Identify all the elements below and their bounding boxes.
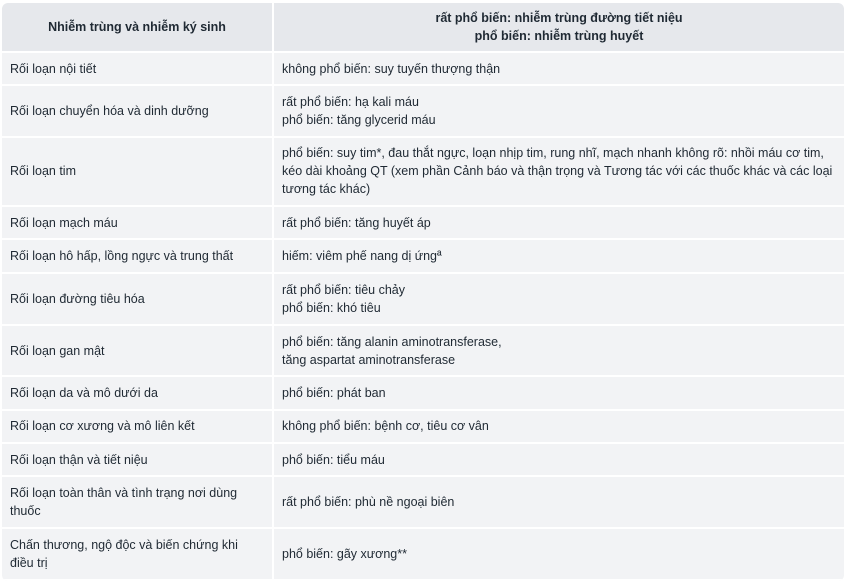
organ-class-cell: Rối loạn gan mật: [2, 326, 274, 377]
header-organ-class: Nhiễm trùng và nhiễm ký sinh: [2, 3, 274, 53]
effects-cell: [274, 477, 844, 528]
organ-class-cell: Rối loạn nội tiết: [2, 53, 274, 86]
organ-class-cell: Rối loạn tim: [2, 138, 274, 208]
effect-text: phổ biến: gãy xương**: [282, 546, 407, 561]
table-body: [2, 53, 844, 581]
table-header-row: [2, 3, 844, 53]
effect-text: rất phổ biến: tăng huyết áp: [282, 215, 431, 230]
effect-text: rất phổ biến: phù nề ngoại biên: [282, 494, 455, 509]
table-row: [2, 377, 844, 410]
organ-class-cell: Rối loạn mạch máu: [2, 207, 274, 240]
effect-text: phổ biến: tiểu máu: [282, 452, 385, 467]
effect-text: không phổ biến: suy tuyến thượng thận: [282, 61, 501, 76]
table-row: [2, 411, 844, 444]
table-row: [2, 444, 844, 477]
effect-text: không phổ biến: bệnh cơ, tiêu cơ vân: [282, 419, 489, 434]
organ-class-cell: Rối loạn cơ xương và mô liên kết: [2, 411, 274, 444]
organ-class-cell: Rối loạn thận và tiết niệu: [2, 444, 274, 477]
adverse-effects-table: [2, 3, 844, 581]
organ-class-cell: Rối loạn chuyển hóa và dinh dưỡng: [2, 86, 274, 137]
effect-text: phổ biến: phát ban: [282, 386, 386, 401]
effects-cell: [274, 86, 844, 137]
effects-cell: [274, 411, 844, 444]
effect-text: phổ biến: suy tim*, đau thắt ngực, loạn nhịp tim, rung nhĩ, mạch nhanh không rõ: nhồi máu cơ tim, kéo dài khoảng QT (xem phần Cảnh báo và thận trọng và Tương tác với các thuốc khác và các loại tương tác khác): [282, 146, 833, 197]
effects-cell: [274, 240, 844, 273]
table-row: [2, 86, 844, 137]
table-row: [2, 240, 844, 273]
table-row: [2, 207, 844, 240]
adverse-effects-table-container: [2, 3, 844, 581]
organ-class-cell: Rối loạn đường tiêu hóa: [2, 274, 274, 326]
effect-text: phổ biến: tăng alanin aminotransferase,: [282, 334, 502, 349]
effect-text: rất phổ biến: hạ kali máu: [282, 94, 419, 109]
table-row: [2, 138, 844, 208]
table-row: [2, 529, 844, 581]
effects-cell: [274, 326, 844, 377]
header-frequency: [274, 3, 844, 53]
table-row: [2, 477, 844, 528]
table-row: [2, 326, 844, 377]
effects-cell: [274, 377, 844, 410]
effects-cell: [274, 207, 844, 240]
effect-text: tăng aspartat aminotransferase: [282, 352, 456, 367]
effects-cell: [274, 529, 844, 581]
effect-text: phổ biến: khó tiêu: [282, 300, 381, 315]
effect-text: phổ biến: tăng glycerid máu: [282, 112, 436, 127]
table-row: [2, 53, 844, 86]
organ-class-cell: Rối loạn hô hấp, lồng ngực và trung thất: [2, 240, 274, 273]
header-frequency-line-2: phổ biến: nhiễm trùng huyết: [474, 29, 644, 43]
effects-cell: [274, 53, 844, 86]
effects-cell: [274, 138, 844, 208]
effect-text: rất phổ biến: tiêu chảy: [282, 282, 405, 297]
organ-class-cell: Rối loạn toàn thân và tình trạng nơi dùng thuốc: [2, 477, 274, 528]
organ-class-cell: Chấn thương, ngộ độc và biến chứng khi điều trị: [2, 529, 274, 581]
table-row: [2, 274, 844, 326]
effect-text: hiếm: viêm phế nang dị ứngª: [282, 249, 442, 264]
header-frequency-line-1: rất phổ biến: nhiễm trùng đường tiết niệu: [435, 11, 683, 25]
effects-cell: [274, 444, 844, 477]
effects-cell: [274, 274, 844, 326]
organ-class-cell: Rối loạn da và mô dưới da: [2, 377, 274, 410]
